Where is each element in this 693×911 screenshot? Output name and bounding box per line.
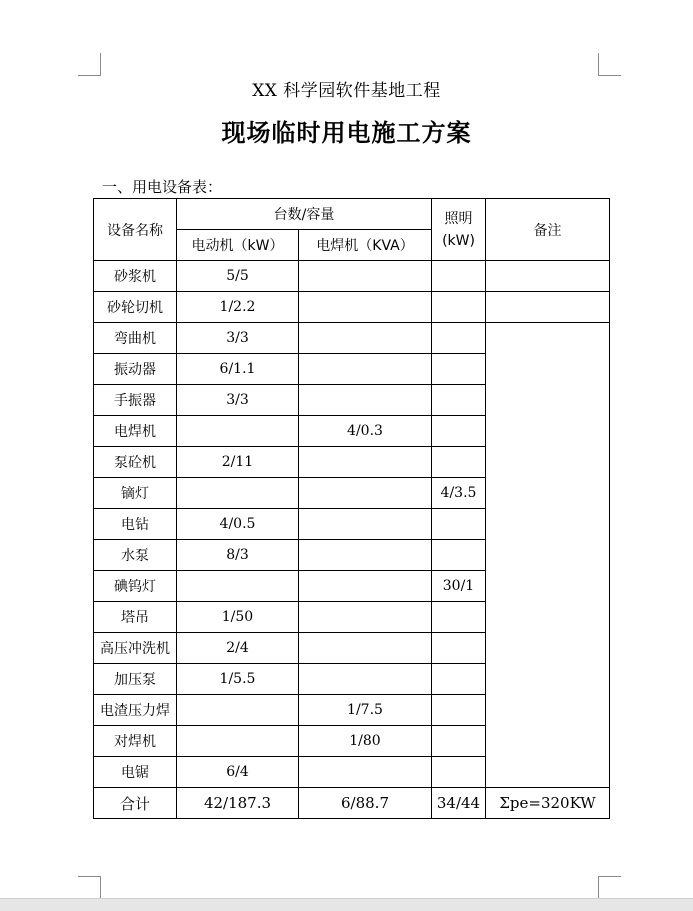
cell-motor: 1/50 — [177, 602, 299, 633]
table-row — [94, 261, 610, 292]
header-welder: 电焊机（KVA） — [299, 230, 432, 261]
table-row — [94, 323, 610, 354]
header-lighting-line1: 照明 — [444, 210, 473, 227]
crop-mark-top-right — [598, 53, 621, 76]
cell-equipment-name: 振动器 — [94, 354, 177, 385]
cell-welder — [299, 633, 432, 664]
cell-welder — [299, 509, 432, 540]
cell-welder — [299, 385, 432, 416]
cell-lighting — [432, 633, 486, 664]
cell-lighting — [432, 261, 486, 292]
cell-motor: 2/11 — [177, 447, 299, 478]
total-remark: Σpe=320KW — [486, 788, 610, 819]
cell-motor — [177, 416, 299, 447]
cell-welder: 1/80 — [299, 726, 432, 757]
cell-remark — [486, 261, 610, 292]
cell-welder — [299, 323, 432, 354]
cell-remark-merged — [486, 323, 610, 788]
cell-equipment-name: 高压冲洗机 — [94, 633, 177, 664]
cell-motor — [177, 478, 299, 509]
cell-equipment-name: 砂轮切机 — [94, 292, 177, 323]
cell-lighting: 4/3.5 — [432, 478, 486, 509]
cell-lighting — [432, 540, 486, 571]
header-qty-capacity: 台数/容量 — [177, 199, 432, 230]
cell-lighting — [432, 354, 486, 385]
cell-motor: 4/0.5 — [177, 509, 299, 540]
total-welder: 6/88.7 — [299, 788, 432, 819]
cell-equipment-name: 砂浆机 — [94, 261, 177, 292]
cell-welder — [299, 571, 432, 602]
cell-equipment-name: 电锯 — [94, 757, 177, 788]
cell-motor: 6/1.1 — [177, 354, 299, 385]
total-motor: 42/187.3 — [177, 788, 299, 819]
cell-motor — [177, 695, 299, 726]
total-lighting: 34/44 — [432, 788, 486, 819]
page-bottom-edge — [0, 898, 693, 911]
cell-equipment-name: 手振器 — [94, 385, 177, 416]
header-lighting-line2: (kW) — [442, 232, 475, 249]
cell-welder — [299, 292, 432, 323]
cell-equipment-name: 加压泵 — [94, 664, 177, 695]
cell-motor: 1/5.5 — [177, 664, 299, 695]
cell-lighting — [432, 292, 486, 323]
cell-motor — [177, 726, 299, 757]
cell-lighting — [432, 695, 486, 726]
total-label: 合计 — [94, 788, 177, 819]
cell-welder — [299, 261, 432, 292]
cell-welder — [299, 354, 432, 385]
cell-motor: 5/5 — [177, 261, 299, 292]
cell-equipment-name: 泵砼机 — [94, 447, 177, 478]
header-remark: 备注 — [486, 199, 610, 261]
cell-welder: 4/0.3 — [299, 416, 432, 447]
cell-welder: 1/7.5 — [299, 695, 432, 726]
cell-welder — [299, 540, 432, 571]
cell-welder — [299, 664, 432, 695]
cell-welder — [299, 602, 432, 633]
cell-lighting — [432, 726, 486, 757]
cell-lighting — [432, 509, 486, 540]
cell-equipment-name: 碘钨灯 — [94, 571, 177, 602]
cell-equipment-name: 弯曲机 — [94, 323, 177, 354]
header-lighting — [432, 199, 486, 261]
cell-equipment-name: 电焊机 — [94, 416, 177, 447]
table-row — [94, 292, 610, 323]
cell-motor: 2/4 — [177, 633, 299, 664]
crop-mark-bottom-right — [598, 876, 621, 899]
section-heading: 一、用电设备表： — [102, 178, 223, 196]
cell-motor: 1/2.2 — [177, 292, 299, 323]
cell-lighting — [432, 385, 486, 416]
cell-lighting: 30/1 — [432, 571, 486, 602]
cell-remark — [486, 292, 610, 323]
cell-lighting — [432, 416, 486, 447]
header-row — [94, 199, 610, 230]
crop-mark-bottom-left — [78, 876, 101, 899]
cell-equipment-name: 电钻 — [94, 509, 177, 540]
cell-motor — [177, 571, 299, 602]
cell-lighting — [432, 323, 486, 354]
cell-equipment-name: 镝灯 — [94, 478, 177, 509]
cell-equipment-name: 对焊机 — [94, 726, 177, 757]
cell-lighting — [432, 664, 486, 695]
cell-welder — [299, 447, 432, 478]
crop-mark-top-left — [78, 53, 101, 76]
total-row — [94, 788, 610, 819]
cell-equipment-name: 水泵 — [94, 540, 177, 571]
cell-lighting — [432, 447, 486, 478]
document-title: 现场临时用电施工方案 — [221, 119, 472, 147]
cell-motor: 3/3 — [177, 385, 299, 416]
cell-lighting — [432, 757, 486, 788]
equipment-table — [93, 198, 610, 819]
cell-motor: 3/3 — [177, 323, 299, 354]
cell-lighting — [432, 602, 486, 633]
cell-welder — [299, 757, 432, 788]
cell-equipment-name: 塔吊 — [94, 602, 177, 633]
header-motor: 电动机（kW） — [177, 230, 299, 261]
cell-motor: 8/3 — [177, 540, 299, 571]
header-equipment-name: 设备名称 — [94, 199, 177, 261]
cell-welder — [299, 478, 432, 509]
cell-equipment-name: 电渣压力焊 — [94, 695, 177, 726]
cell-motor: 6/4 — [177, 757, 299, 788]
document-subtitle: XX 科学园软件基地工程 — [252, 81, 441, 101]
